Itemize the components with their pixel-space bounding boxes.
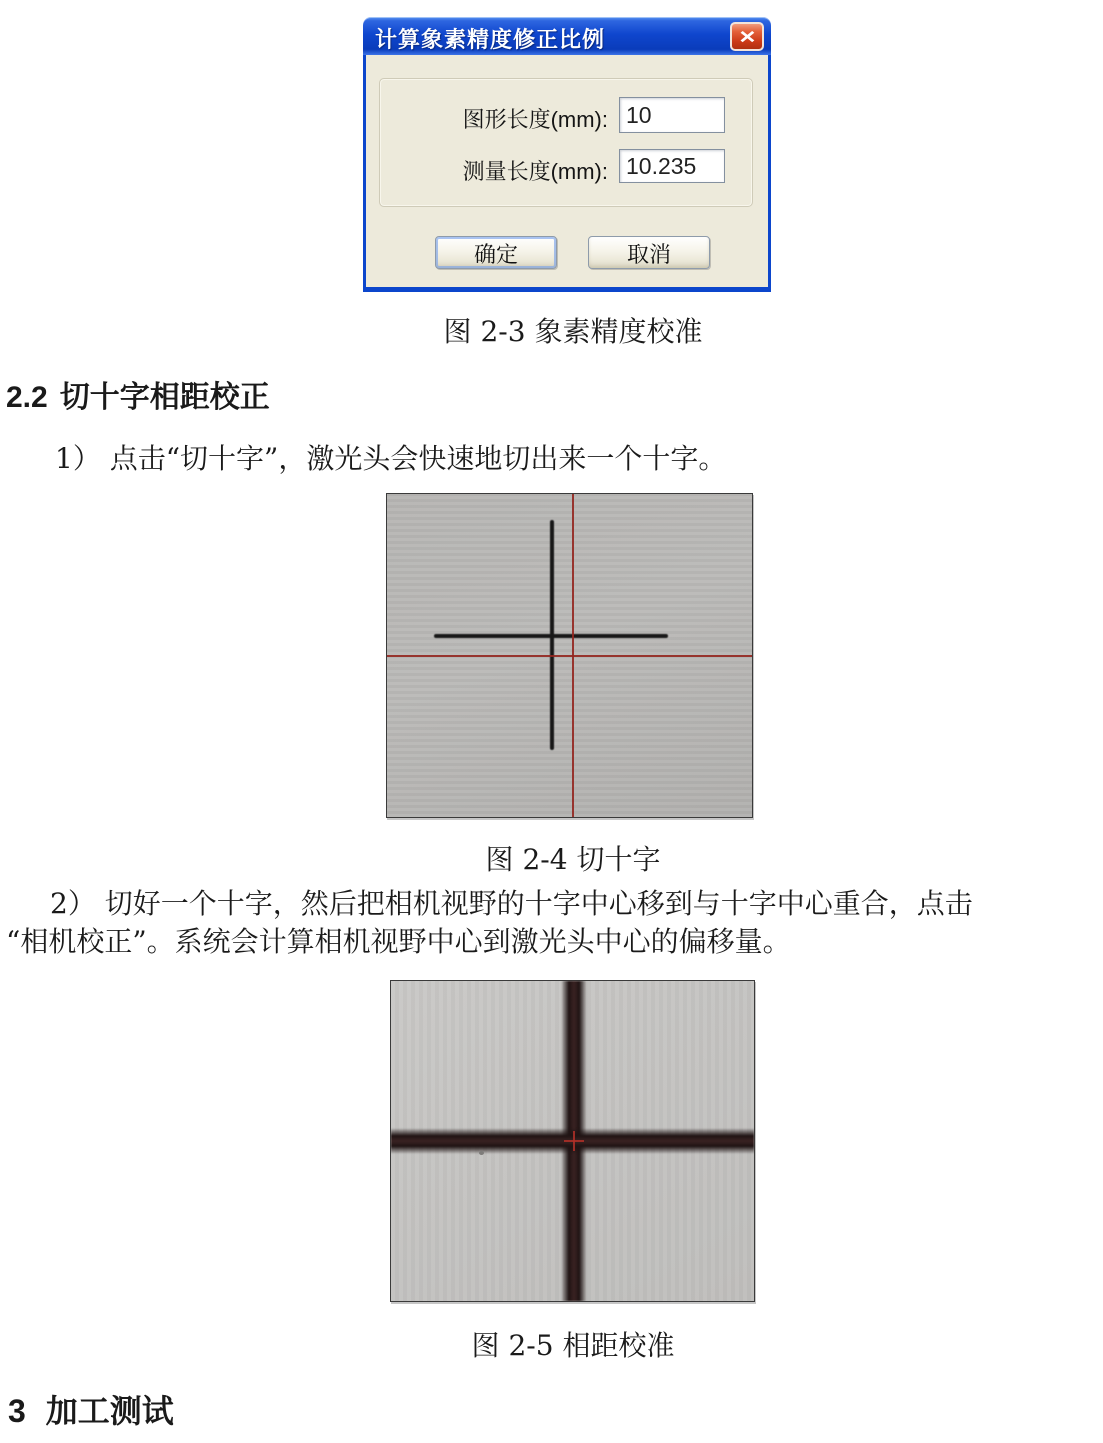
- figure-2-4-caption: 图 2-4 切十字: [485, 843, 661, 876]
- section-2-2-heading: [6, 372, 270, 416]
- section-3-number: 3: [8, 1393, 26, 1429]
- measured-length-label: 测量长度(mm):: [462, 159, 608, 184]
- pixel-precision-dialog: [363, 17, 771, 292]
- figure-2-4-image: [386, 493, 753, 818]
- cut-cross-horizontal-line: [434, 634, 668, 638]
- graphic-length-input[interactable]: [619, 97, 725, 133]
- close-icon: ×: [738, 23, 756, 49]
- surface-speck: [479, 1151, 484, 1155]
- section-2-2-number: 2.2: [6, 381, 48, 414]
- section-3-title: 加工测试: [45, 1392, 174, 1430]
- figure-2-3-caption: 图 2-3 象素精度校准: [443, 315, 703, 348]
- cancel-button[interactable]: 取消: [588, 236, 710, 269]
- graphic-length-label: 图形长度(mm):: [462, 107, 608, 132]
- section-2-2-title: 切十字相距校正: [59, 380, 270, 415]
- close-button[interactable]: [730, 22, 764, 51]
- section-3-heading: [8, 1386, 174, 1432]
- dialog-title: 计算象素精度修正比例: [375, 27, 606, 52]
- camera-crosshair-horizontal-line: [387, 655, 752, 657]
- ok-button[interactable]: 确定: [435, 236, 557, 269]
- dialog-titlebar[interactable]: [363, 17, 771, 55]
- step-2-text-line-2: “相机校正”。系统会计算相机视野中心到激光头中心的偏移量。: [6, 925, 791, 958]
- step-1-text: 1） 点击“切十字”，激光头会快速地切出来一个十字。: [55, 442, 727, 475]
- step-2-text-line-1: 2） 切好一个十字，然后把相机视野的十字中心移到与十字中心重合，点击: [50, 887, 973, 920]
- figure-2-5-caption: 图 2-5 相距校准: [471, 1329, 675, 1362]
- center-mark-horizontal: [564, 1140, 584, 1142]
- figure-2-5-image: [390, 980, 755, 1302]
- measured-length-input[interactable]: [619, 149, 725, 183]
